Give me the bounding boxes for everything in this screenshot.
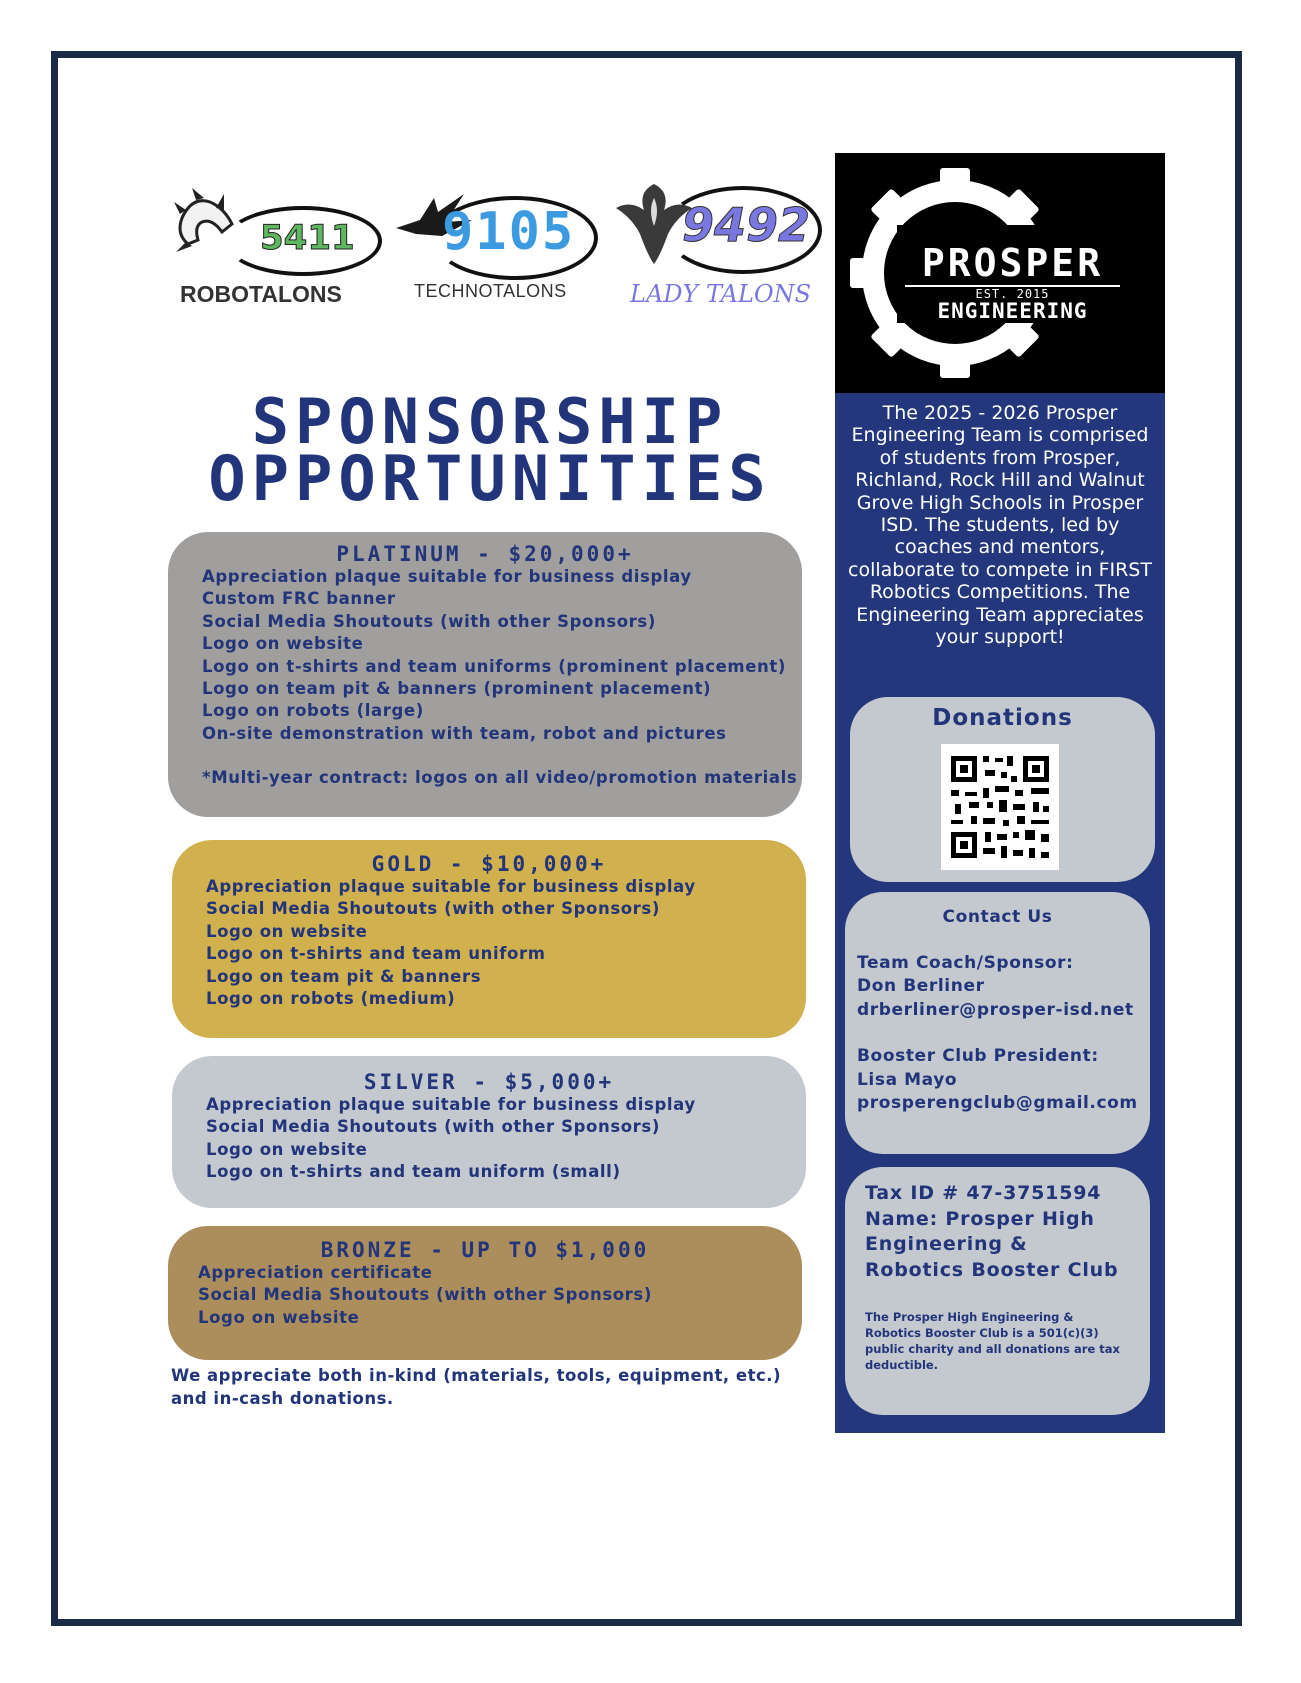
team-number-9492: 9492 [682,198,811,252]
president-name: Lisa Mayo [857,1069,958,1090]
brand-est: EST. 2015 [905,285,1120,299]
team-number-9105: 9105 [442,202,576,262]
president-label: Booster Club President: [857,1046,1099,1066]
list-item: On-site demonstration with team, robot and pictures [202,723,727,743]
tier-gold-title: GOLD - $10,000+ [371,852,607,876]
donation-footnote: We appreciate both in-kind (materials, tools, equipment, etc.) and in-cash donations. [171,1366,782,1408]
list-item: Logo on t-shirts and team uniforms (prominent placement) [202,656,786,676]
tier-platinum-note: *Multi-year contract: logos on all video/promotion materials [202,768,798,788]
list-item: Custom FRC banner [202,589,396,609]
coach-email-link[interactable]: drberliner@prosper-isd.net [857,999,1134,1020]
heading-line2: OPPORTUNITIES [208,442,772,515]
donations-card [850,697,1155,882]
list-item: Logo on t-shirts and team uniform [206,944,546,964]
list-item: Appreciation plaque suitable for business display [206,1095,696,1114]
list-item: Logo on team pit & banners [206,966,482,986]
list-item: Logo on t-shirts and team uniform (small) [206,1162,621,1182]
list-item: Appreciation certificate [198,1263,433,1282]
list-item: Social Media Shoutouts (with other Sponsors) [206,1117,660,1137]
list-item: Logo on website [206,1139,368,1159]
list-item: Social Media Shoutouts (with other Sponsors) [202,611,656,631]
list-item: Logo on website [198,1307,360,1327]
tier-gold [172,840,806,1038]
prosper-engineering-logo [835,153,1165,393]
tax-card [845,1167,1150,1415]
tier-silver [172,1056,806,1208]
team-name-robotalons: ROBOTALONS [180,281,342,307]
technotalons-logo [394,184,604,314]
list-item: Logo on robots (large) [202,701,424,721]
donations-title: Donations [932,705,1073,731]
tax-name: Name: Prosper High Engineering & Robotics Booster Club [865,1207,1119,1281]
coach-name: Don Berliner [857,976,985,996]
list-item: Logo on team pit & banners (prominent placement) [202,679,712,699]
team-name-lady-talons: LADY TALONS [630,280,812,308]
list-item: Appreciation plaque suitable for business display [206,877,696,896]
team-description: The 2025 - 2026 Prosper Engineering Team is comprised of students from Prosper, Richland, Rock Hill and Walnut Grove High Schools in Prosper ISD. The students, led by coaches and mentors, collaborate to compete in FIRST Robotics Competitions. The Engineering Team appreciates your support! [848,402,1152,649]
tier-platinum [168,532,802,817]
tier-bronze-title: BRONZE - UP TO $1,000 [320,1238,650,1262]
team-number-5411: 5411 [260,218,355,258]
team-name-technotalons: TECHNOTALONS [414,281,567,301]
list-item: Appreciation plaque suitable for business display [202,567,692,586]
coach-label: Team Coach/Sponsor: [857,952,1074,973]
lady-talons-logo [612,178,822,313]
list-item: Logo on robots (medium) [206,989,456,1009]
list-item: Social Media Shoutouts (with other Sponsors) [206,899,660,919]
tier-platinum-title: PLATINUM - $20,000+ [336,542,634,566]
contact-title: Contact Us [942,907,1053,927]
qr-code[interactable] [941,744,1059,870]
tier-silver-title: SILVER - $5,000+ [363,1070,615,1094]
list-item: Logo on website [206,921,368,941]
brand-sub: ENGINEERING [937,299,1088,323]
list-item: Social Media Shoutouts (with other Sponsors) [198,1285,652,1305]
robotalons-logo [172,188,382,313]
tax-id: Tax ID # 47-3751594 [865,1182,1102,1204]
brand-name: PROSPER [921,241,1104,285]
contact-card [845,892,1150,1154]
heading-line1: SPONSORSHIP [251,385,729,458]
tax-note: The Prosper High Engineering & Robotics Booster Club is a 501(c)(3) public charity and all donations are tax deductible. [865,1310,1120,1372]
list-item: Logo on website [202,634,364,654]
tier-bronze [168,1226,802,1360]
president-email-link[interactable]: prosperengclub@gmail.com [857,1093,1138,1113]
